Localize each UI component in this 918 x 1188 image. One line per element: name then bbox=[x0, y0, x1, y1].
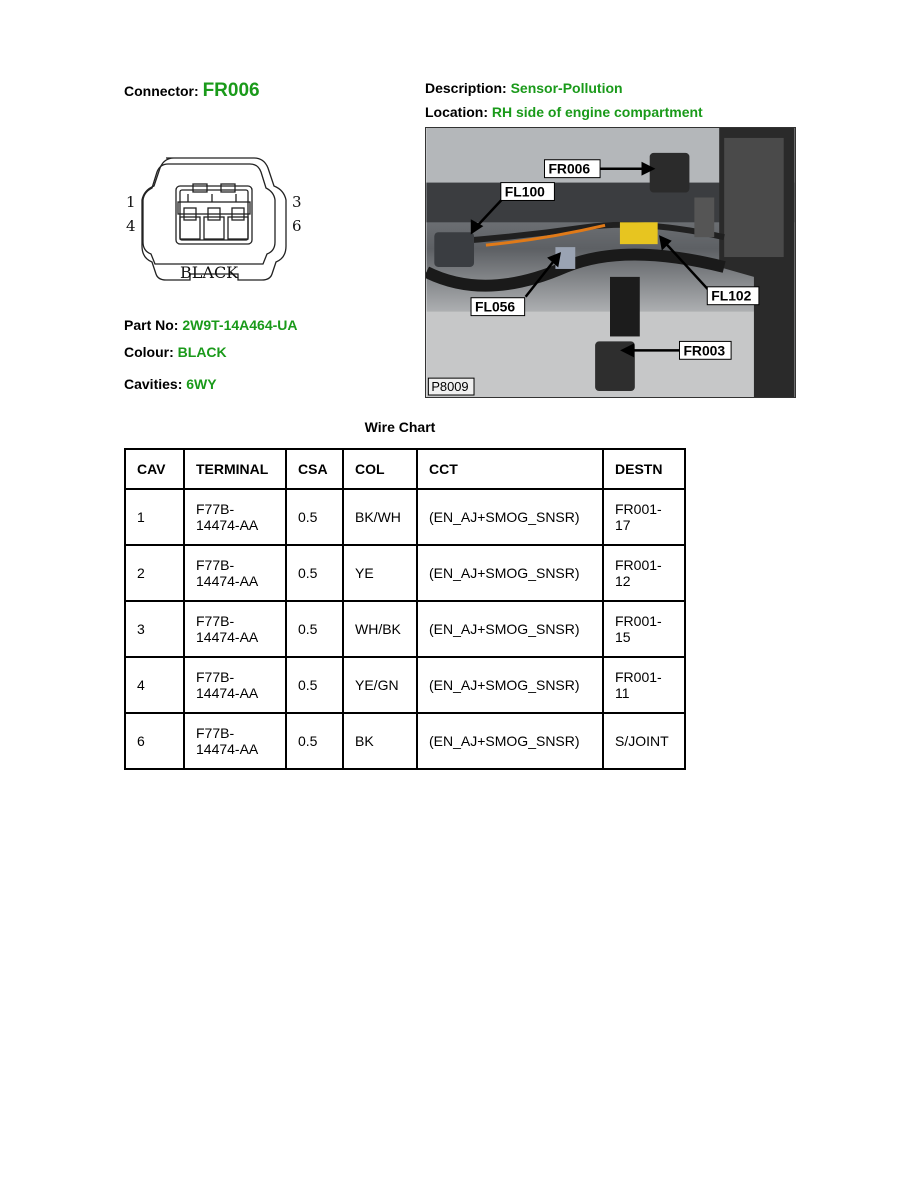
cell-destn: S/JOINT bbox=[603, 713, 685, 769]
header-cav: CAV bbox=[125, 449, 184, 489]
cavities-label: Cavities: bbox=[124, 376, 183, 392]
table-header-row bbox=[125, 449, 685, 489]
cell-terminal: F77B- 14474-AA bbox=[184, 713, 286, 769]
location-value: RH side of engine compartment bbox=[491, 104, 703, 120]
header-terminal: TERMINAL bbox=[184, 449, 286, 489]
cell-terminal: F77B- 14474-AA bbox=[184, 601, 286, 657]
pin-label-6: 6 bbox=[292, 217, 302, 235]
callout-fl102: FL102 bbox=[711, 287, 752, 304]
callout-fl056: FL056 bbox=[475, 298, 516, 315]
description-value: Sensor-Pollution bbox=[510, 80, 623, 96]
pin-label-3: 3 bbox=[292, 193, 302, 211]
cell-cav: 3 bbox=[125, 601, 184, 657]
cell-col: YE/GN bbox=[343, 657, 417, 713]
colour-label: Colour: bbox=[124, 344, 174, 360]
cell-cct: (EN_AJ+SMOG_SNSR) bbox=[417, 657, 603, 713]
cell-destn: FR001- 12 bbox=[603, 545, 685, 601]
cavities-value: 6WY bbox=[186, 376, 217, 392]
cell-col: WH/BK bbox=[343, 601, 417, 657]
table-row bbox=[125, 713, 685, 769]
cell-cct: (EN_AJ+SMOG_SNSR) bbox=[417, 713, 603, 769]
callout-fl100: FL100 bbox=[504, 183, 545, 200]
cell-cav: 2 bbox=[125, 545, 184, 601]
cell-terminal: F77B- 14474-AA bbox=[184, 657, 286, 713]
description-label: Description: bbox=[425, 80, 507, 96]
callout-fr003: FR003 bbox=[683, 342, 726, 359]
connector-face-diagram bbox=[118, 150, 318, 284]
cell-col: BK bbox=[343, 713, 417, 769]
colour-field bbox=[124, 344, 227, 360]
connector-label: Connector: bbox=[124, 83, 199, 99]
cell-cct: (EN_AJ+SMOG_SNSR) bbox=[417, 489, 603, 545]
table-row bbox=[125, 657, 685, 713]
cell-col: YE bbox=[343, 545, 417, 601]
callout-fr006: FR006 bbox=[548, 160, 591, 177]
cell-col: BK/WH bbox=[343, 489, 417, 545]
connector-id: FR006 bbox=[202, 80, 260, 101]
connector-field bbox=[124, 80, 260, 102]
cell-terminal: F77B- 14474-AA bbox=[184, 489, 286, 545]
cell-cav: 4 bbox=[125, 657, 184, 713]
wire-chart-title: Wire Chart bbox=[364, 419, 436, 435]
table-row bbox=[125, 489, 685, 545]
cell-csa: 0.5 bbox=[286, 657, 343, 713]
cell-csa: 0.5 bbox=[286, 601, 343, 657]
location-field bbox=[425, 104, 703, 120]
description-field bbox=[425, 80, 623, 96]
pin-label-1: 1 bbox=[126, 193, 136, 211]
location-photo bbox=[425, 127, 796, 398]
cell-cav: 6 bbox=[125, 713, 184, 769]
cell-destn: FR001- 15 bbox=[603, 601, 685, 657]
colour-value: BLACK bbox=[177, 344, 227, 360]
cell-csa: 0.5 bbox=[286, 545, 343, 601]
cell-csa: 0.5 bbox=[286, 489, 343, 545]
header-csa: CSA bbox=[286, 449, 343, 489]
cavities-field bbox=[124, 376, 217, 392]
photo-reference-id: P8009 bbox=[431, 379, 469, 395]
cell-cct: (EN_AJ+SMOG_SNSR) bbox=[417, 601, 603, 657]
cell-destn: FR001- 11 bbox=[603, 657, 685, 713]
header-cct: CCT bbox=[417, 449, 603, 489]
part-no-value: 2W9T-14A464-UA bbox=[182, 317, 298, 333]
part-no-field bbox=[124, 317, 298, 333]
cell-destn: FR001- 17 bbox=[603, 489, 685, 545]
cell-csa: 0.5 bbox=[286, 713, 343, 769]
header-col: COL bbox=[343, 449, 417, 489]
table-row bbox=[125, 545, 685, 601]
cell-cct: (EN_AJ+SMOG_SNSR) bbox=[417, 545, 603, 601]
table-row bbox=[125, 601, 685, 657]
cell-terminal: F77B- 14474-AA bbox=[184, 545, 286, 601]
header-destn: DESTN bbox=[603, 449, 685, 489]
cell-cav: 1 bbox=[125, 489, 184, 545]
part-no-label: Part No: bbox=[124, 317, 179, 333]
location-label: Location: bbox=[425, 104, 488, 120]
wire-chart-table bbox=[124, 448, 686, 770]
pin-label-4: 4 bbox=[126, 217, 136, 235]
diagram-colour-label: BLACK bbox=[180, 263, 239, 282]
